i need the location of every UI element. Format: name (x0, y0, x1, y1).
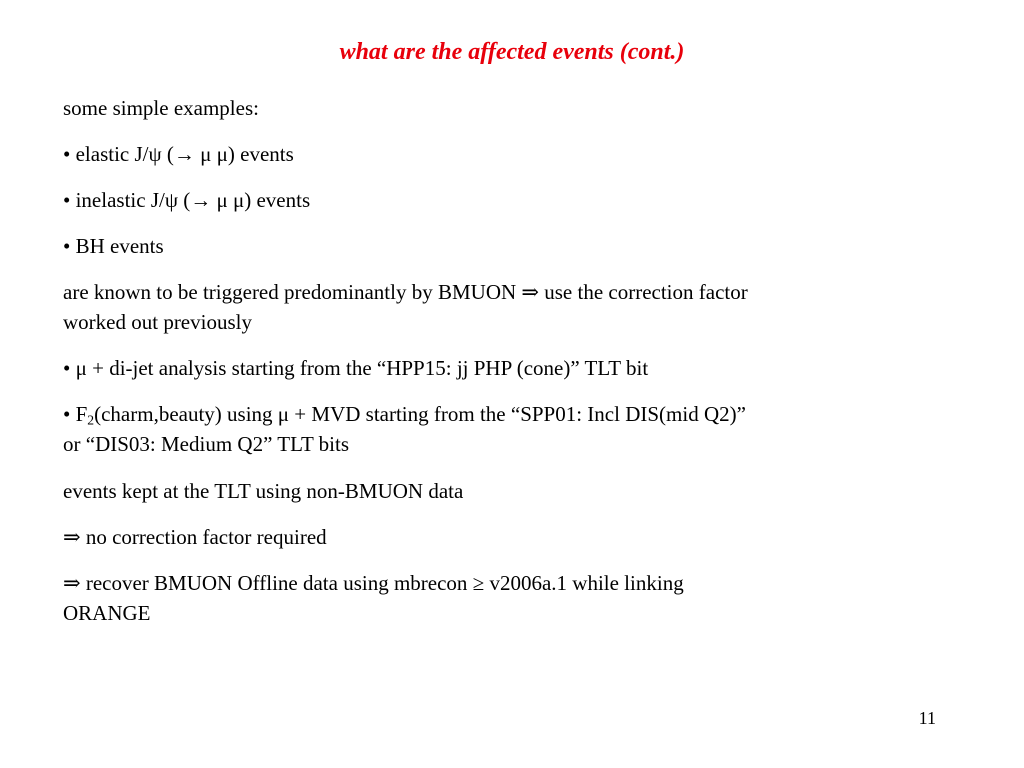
bullet-bh-events: • BH events (63, 234, 164, 258)
bullet-elastic-jpsi: • elastic J/ψ (→ μ μ) events (63, 142, 294, 166)
bullet-f2-rest: (charm,beauty) using μ + MVD starting from the “SPP01: Incl DIS(mid Q2)” (94, 402, 746, 426)
recover-paragraph (63, 568, 943, 628)
bullet-dijet-analysis: • μ + di-jet analysis starting from the “HPP15: jj PHP (cone)” TLT bit (63, 356, 649, 380)
recover-line-2: ORANGE (63, 601, 151, 625)
bullet-inelastic-jpsi: • inelastic J/ψ (→ μ μ) events (63, 188, 311, 212)
bullet-f2-subscript: 2 (87, 412, 95, 428)
intro-text: some simple examples: (63, 96, 259, 120)
page-number: 11 (918, 708, 936, 728)
bullet-f2-prefix: • F (63, 402, 88, 426)
bullet-f2-line-2: or “DIS03: Medium Q2” TLT bits (63, 432, 350, 456)
no-correction-text: ⇒ no correction factor required (63, 525, 327, 549)
bullet-f2-line-1 (63, 399, 943, 429)
bullet-f2-analysis (63, 399, 943, 459)
slide-title: what are the affected events (cont.) (339, 39, 685, 65)
recover-line-1: ⇒ recover BMUON Offline data using mbrecon ≥ v2006a.1 while linking (63, 571, 684, 595)
known-triggered-paragraph (63, 277, 943, 337)
events-kept-text: events kept at the TLT using non-BMUON data (63, 479, 464, 503)
known-triggered-line-2: worked out previously (63, 310, 252, 334)
known-triggered-line-1: are known to be triggered predominantly by BMUON ⇒ use the correction factor (63, 280, 748, 304)
